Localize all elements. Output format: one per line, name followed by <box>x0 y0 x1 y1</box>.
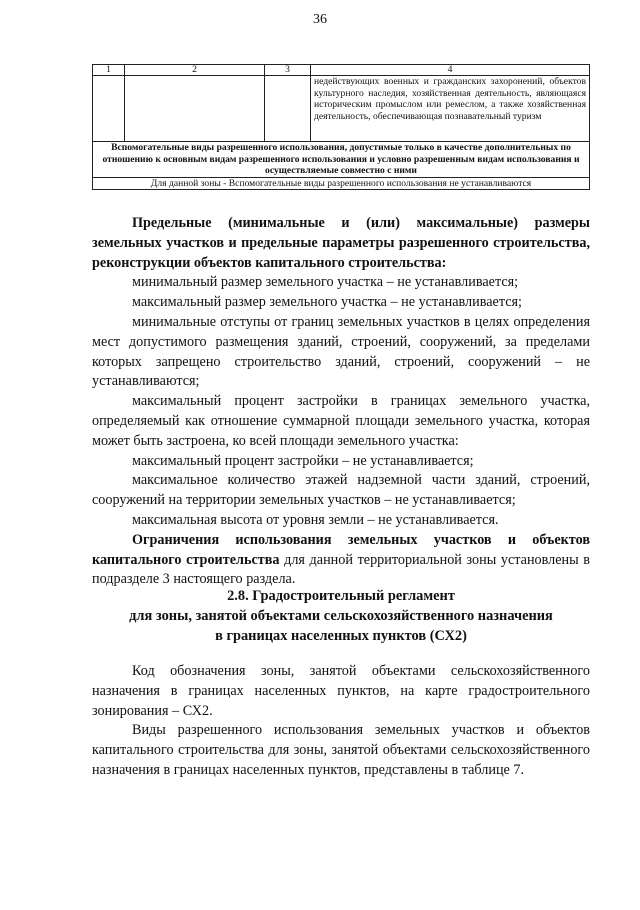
limits-heading: Предельные (минимальные и (или) максимальные) размеры земельных участков и предельные параметры разрешенного строительства, реконструкции объектов капитального строительства: <box>92 215 590 271</box>
limit-item: минимальные отступы от границ земельных участков в целях определения мест допустимого размещения зданий, строений, сооружений, за пределами которых запрещено строительство зданий, строений, сооружений – не устанавливаются; <box>92 313 590 390</box>
table-row <box>93 76 590 142</box>
table-header-cell: 3 <box>265 65 311 76</box>
auxiliary-note-text: Вспомогательные виды разрешенного использования не устанавливаются <box>228 177 532 189</box>
limit-item: максимальное количество этажей надземной части зданий, строений, сооружений на территории земельных участков – не устанавливается; <box>92 472 590 509</box>
limit-item: максимальный размер земельного участка – не устанавливается; <box>132 294 522 311</box>
table-header-row <box>93 65 590 76</box>
zone-code-paragraph: Код обозначения зоны, занятой объектами сельскохозяйственного назначения в границах населенных пунктов, на карте градостроительного зонирования – СХ2. <box>92 663 590 719</box>
section-title <box>92 586 590 646</box>
auxiliary-uses-note <box>93 177 590 190</box>
limit-item: минимальный размер земельного участка – не устанавливается; <box>132 274 519 291</box>
restrictions-bold: Ограничения использования земельных участков и объектов капитального строительства <box>92 531 590 568</box>
table-header-cell: 2 <box>125 65 265 76</box>
section-body <box>92 662 590 781</box>
limit-item: максимальная высота от уровня земли – не устанавливается. <box>132 511 499 528</box>
limits-block <box>92 214 590 590</box>
permitted-use-table <box>92 64 590 190</box>
table-cell <box>265 76 311 142</box>
auxiliary-uses-header: Вспомогательные виды разрешенного использования, допустимые только в качестве дополнительных по отношению к основным видам разрешенного использования и условно разрешенным видам использования и осуществляемые совместно с ними <box>93 142 590 178</box>
limit-item: максимальный процент застройки – не устанавливается; <box>132 452 474 469</box>
limit-item: максимальный процент застройки в границах земельного участка, определяемый как отношение суммарной площади земельного участка, которая может быть застроена, ко всей площади земельного участка: <box>92 393 590 449</box>
table-cell <box>125 76 265 142</box>
section-title-line: в границах населенных пунктов (СХ2) <box>215 628 467 644</box>
section-title-line: 2.8. Градостроительный регламент <box>227 588 455 604</box>
page-number: 36 <box>313 12 327 27</box>
table-cell <box>93 76 125 142</box>
table-row <box>93 142 590 178</box>
table-row <box>93 177 590 190</box>
restrictions-text: для данной территориальной зоны установлены в подразделе 3 настоящего раздела. <box>92 551 590 588</box>
auxiliary-note-prefix: Для данной зоны - <box>150 177 229 189</box>
section-title-line: для зоны, занятой объектами сельскохозяйственного назначения <box>129 608 553 624</box>
table-header-cell: 4 <box>311 65 590 76</box>
restrictions-paragraph <box>92 531 590 590</box>
table-header-cell: 1 <box>93 65 125 76</box>
table-cell-description: недействующих военных и гражданских захоронений, объектов культурного наследия, хозяйственная деятельность, являющаяся историческим промыслом или ремеслом, а также хозяйственная деятельность, обеспечивающая познавательный туризм <box>311 76 590 142</box>
use-types-paragraph: Виды разрешенного использования земельных участков и объектов капитального строительства для зоны, занятой объектами сельскохозяйственного назначения в границах населенных пунктов, представлены в таблице 7. <box>92 722 590 778</box>
